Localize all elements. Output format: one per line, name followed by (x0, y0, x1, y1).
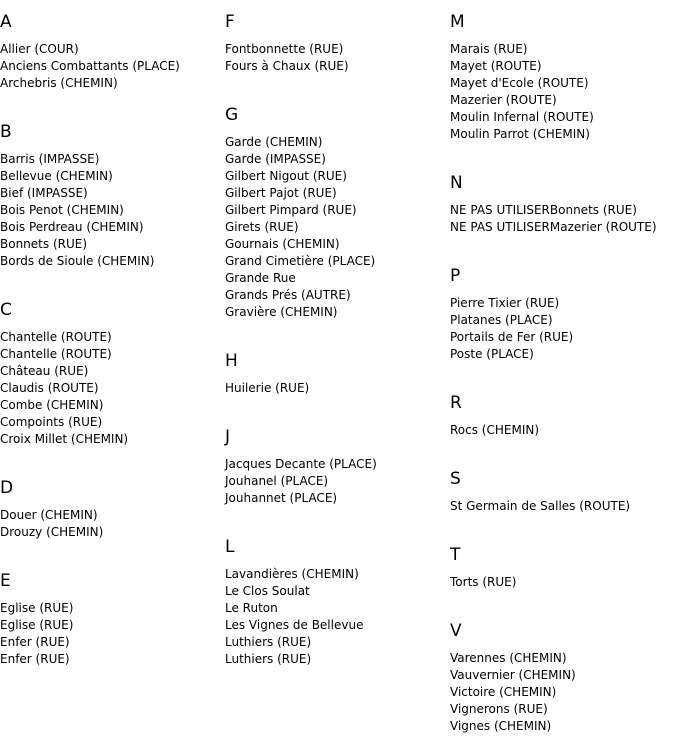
letter-heading: B (0, 122, 12, 142)
street-list (225, 41, 447, 75)
letter-heading: V (450, 621, 462, 641)
street-list (225, 456, 447, 507)
street-entry: Pierre Tixier (RUE) (450, 296, 560, 310)
street-entry: Archebris (CHEMIN) (0, 76, 118, 90)
letter-group (450, 172, 675, 254)
street-entry: Grands Prés (AUTRE) (225, 288, 351, 302)
street-list (0, 41, 222, 92)
street-list (450, 422, 675, 439)
street-entry: Gilbert Pajot (RUE) (225, 186, 337, 200)
letter-heading: A (0, 12, 12, 32)
street-entry: Bief (IMPASSE) (0, 186, 88, 200)
letter-group (450, 620, 675, 753)
group-spacer (450, 236, 675, 254)
street-list (0, 600, 222, 668)
street-entry: NE PAS UTILISERBonnets (RUE) (450, 203, 637, 217)
street-list (0, 151, 222, 270)
street-entry: Rocs (CHEMIN) (450, 423, 540, 437)
street-entry: Drouzy (CHEMIN) (0, 525, 104, 539)
street-entry: Claudis (ROUTE) (0, 381, 99, 395)
street-entry: Portails de Fer (RUE) (450, 330, 574, 344)
group-spacer (0, 448, 222, 466)
group-spacer (450, 363, 675, 381)
street-entry: Garde (CHEMIN) (225, 135, 323, 149)
group-spacer (450, 439, 675, 457)
street-entry: Anciens Combattants (PLACE) (0, 59, 180, 73)
street-entry: Combe (CHEMIN) (0, 398, 104, 412)
street-entry: Gournais (CHEMIN) (225, 237, 340, 251)
column-3 (450, 0, 675, 753)
street-entry: Vauvernier (CHEMIN) (450, 668, 576, 682)
group-spacer (0, 541, 222, 559)
street-list (450, 41, 675, 143)
letter-group (225, 426, 447, 525)
group-spacer (450, 515, 675, 533)
street-entry: Compoints (RUE) (0, 415, 103, 429)
letter-group (0, 477, 222, 559)
group-spacer (0, 668, 222, 686)
letter-group (450, 11, 675, 161)
street-entry: NE PAS UTILISERMazerier (ROUTE) (450, 220, 657, 234)
letter-heading: C (0, 300, 12, 320)
street-entry: Jouhanel (PLACE) (225, 474, 329, 488)
letter-group (450, 468, 675, 533)
street-entry: Grand Cimetière (PLACE) (225, 254, 376, 268)
street-entry: Poste (PLACE) (450, 347, 534, 361)
street-entry: Varennes (CHEMIN) (450, 651, 567, 665)
street-entry: Enfer (RUE) (0, 635, 70, 649)
street-entry: Château (RUE) (0, 364, 89, 378)
street-entry: Marais (RUE) (450, 42, 528, 56)
letter-group (450, 265, 675, 381)
column-1 (0, 0, 222, 686)
group-spacer (225, 75, 447, 93)
street-entry: Chantelle (ROUTE) (0, 347, 112, 361)
letter-group (0, 121, 222, 288)
group-spacer (450, 591, 675, 609)
street-entry: Victoire (CHEMIN) (450, 685, 557, 699)
street-entry: Le Clos Soulat (225, 584, 310, 598)
street-entry: Gilbert Pimpard (RUE) (225, 203, 357, 217)
street-entry: Fontbonnette (RUE) (225, 42, 344, 56)
street-entry: Le Ruton (225, 601, 278, 615)
street-entry: Chantelle (ROUTE) (0, 330, 112, 344)
street-list (450, 650, 675, 735)
street-entry: Jouhannet (PLACE) (225, 491, 338, 505)
letter-group (0, 11, 222, 110)
street-list (0, 507, 222, 541)
group-spacer (225, 397, 447, 415)
street-entry: Moulin Parrot (CHEMIN) (450, 127, 590, 141)
letter-heading: G (225, 105, 239, 125)
street-list (450, 574, 675, 591)
street-entry: Croix Millet (CHEMIN) (0, 432, 129, 446)
street-entry: Eglise (RUE) (0, 618, 74, 632)
group-spacer (225, 668, 447, 686)
street-entry: Moulin Infernal (ROUTE) (450, 110, 594, 124)
group-spacer (0, 270, 222, 288)
street-entry: Luthiers (RUE) (225, 652, 312, 666)
letter-group (450, 392, 675, 457)
street-list (450, 295, 675, 363)
letter-group (225, 536, 447, 686)
street-entry: Bois Penot (CHEMIN) (0, 203, 124, 217)
street-entry: Bellevue (CHEMIN) (0, 169, 113, 183)
street-list (450, 202, 675, 236)
column-2 (225, 0, 447, 686)
street-entry: St Germain de Salles (ROUTE) (450, 499, 631, 513)
letter-heading: E (0, 571, 11, 591)
letter-heading: M (450, 12, 465, 32)
street-entry: Lavandières (CHEMIN) (225, 567, 359, 581)
street-list (225, 566, 447, 668)
letter-heading: S (450, 469, 461, 489)
street-entry: Mayet d'Ecole (ROUTE) (450, 76, 589, 90)
street-entry: Bords de Sioule (CHEMIN) (0, 254, 155, 268)
street-entry: Gravière (CHEMIN) (225, 305, 338, 319)
street-entry: Les Vignes de Bellevue (225, 618, 364, 632)
street-entry: Huilerie (RUE) (225, 381, 310, 395)
street-entry: Grande Rue (225, 271, 296, 285)
letter-heading: H (225, 351, 238, 371)
street-entry: Enfer (RUE) (0, 652, 70, 666)
street-entry: Garde (IMPASSE) (225, 152, 326, 166)
street-entry: Torts (RUE) (450, 575, 517, 589)
street-entry: Eglise (RUE) (0, 601, 74, 615)
letter-heading: R (450, 393, 462, 413)
group-spacer (450, 735, 675, 753)
street-entry: Vignerons (RUE) (450, 702, 548, 716)
letter-heading: D (0, 478, 14, 498)
street-entry: Mazerier (ROUTE) (450, 93, 557, 107)
letter-heading: N (450, 173, 463, 193)
letter-heading: T (450, 545, 461, 565)
street-list (225, 380, 447, 397)
street-list (225, 134, 447, 321)
street-entry: Luthiers (RUE) (225, 635, 312, 649)
street-entry: Gilbert Nigout (RUE) (225, 169, 347, 183)
street-entry: Bonnets (RUE) (0, 237, 88, 251)
group-spacer (225, 507, 447, 525)
street-entry: Vignes (CHEMIN) (450, 719, 552, 733)
street-list (450, 498, 675, 515)
letter-heading: F (225, 12, 235, 32)
letter-heading: P (450, 266, 461, 286)
letter-heading: J (225, 427, 231, 447)
street-list (0, 329, 222, 448)
street-entry: Jacques Decante (PLACE) (225, 457, 377, 471)
street-entry: Platanes (PLACE) (450, 313, 553, 327)
group-spacer (450, 143, 675, 161)
street-entry: Girets (RUE) (225, 220, 299, 234)
letter-heading: L (225, 537, 235, 557)
letter-group (0, 299, 222, 466)
street-entry: Allier (COUR) (0, 42, 79, 56)
street-entry: Barris (IMPASSE) (0, 152, 100, 166)
letter-group (225, 11, 447, 93)
group-spacer (0, 92, 222, 110)
letter-group (0, 570, 222, 686)
street-entry: Fours à Chaux (RUE) (225, 59, 349, 73)
letter-group (225, 104, 447, 339)
street-entry: Mayet (ROUTE) (450, 59, 542, 73)
letter-group (225, 350, 447, 415)
street-entry: Douer (CHEMIN) (0, 508, 98, 522)
street-entry: Bois Perdreau (CHEMIN) (0, 220, 144, 234)
letter-group (450, 544, 675, 609)
group-spacer (225, 321, 447, 339)
